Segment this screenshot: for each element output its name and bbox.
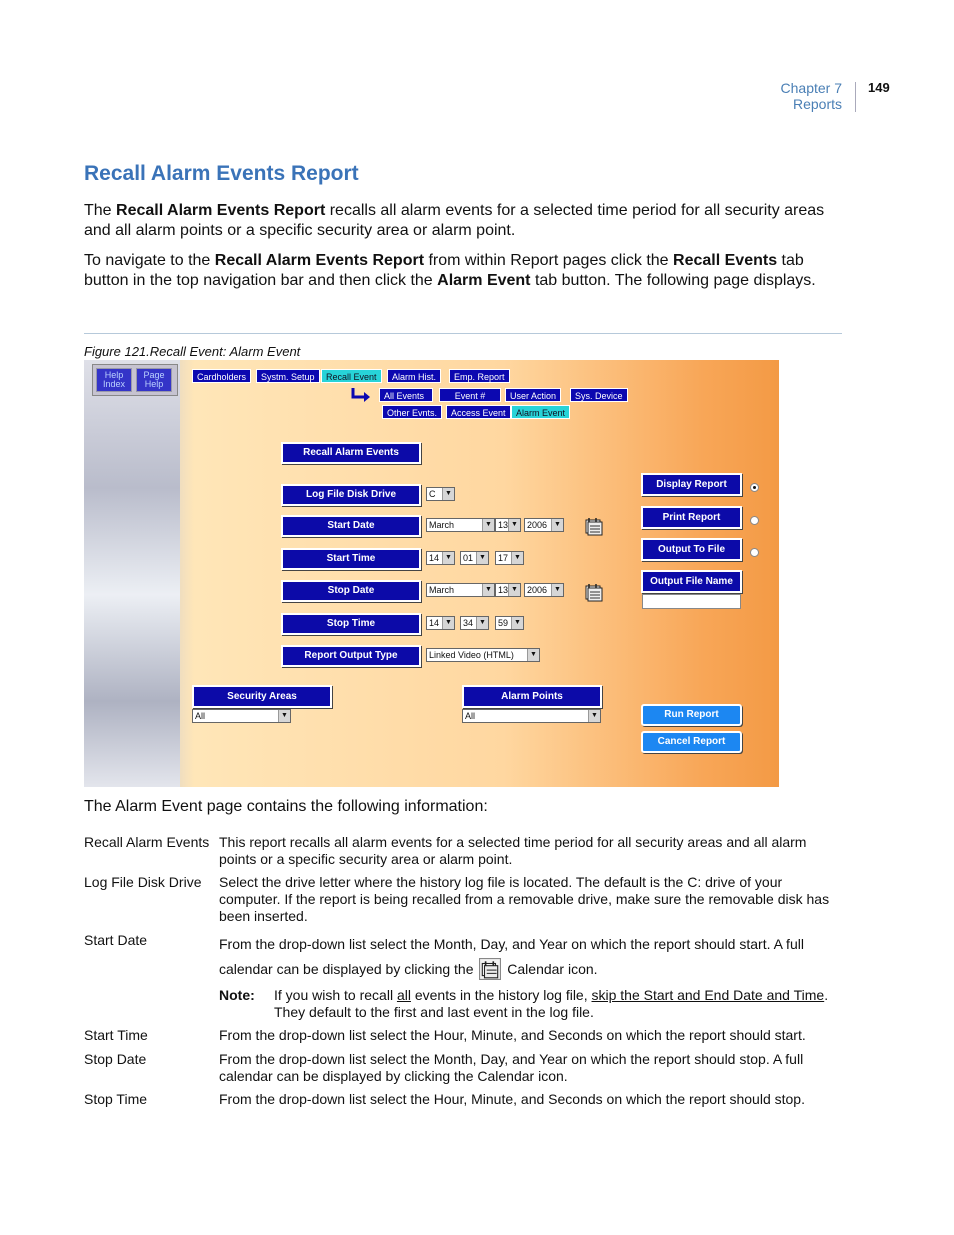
definition-desc: This report recalls all alarm events for a selected time period for all security areas and all alarm points or a specific security area or alarm point. bbox=[219, 834, 807, 867]
start-date-label: Start Date bbox=[281, 515, 421, 537]
skip-dates-link[interactable]: skip the Start and End Date and Time bbox=[591, 987, 825, 1003]
help-index-button[interactable]: Help Index bbox=[96, 368, 132, 392]
print-report-button[interactable]: Print Report bbox=[641, 506, 742, 529]
definition-desc: From the drop-down list select the Month, Day, and Year on which the report should start. A full calendar can be displayed by clicking the Calendar icon. bbox=[219, 932, 844, 982]
chevron-down-icon: ▼ bbox=[511, 552, 523, 564]
output-type-select[interactable]: Linked Video (HTML) ▼ bbox=[426, 648, 540, 662]
stop-time-label: Stop Time bbox=[281, 613, 421, 635]
log-drive-select[interactable]: C ▼ bbox=[426, 487, 455, 501]
section-title: Recall Alarm Events Report bbox=[84, 162, 359, 185]
chevron-down-icon: ▼ bbox=[482, 584, 494, 596]
report-output-type-label: Report Output Type bbox=[281, 645, 421, 667]
stop-minute-select[interactable]: 34 ▼ bbox=[460, 616, 489, 630]
start-second-select[interactable]: 17 ▼ bbox=[495, 551, 524, 565]
intro-paragraph-1: The Recall Alarm Events Report recalls all alarm events for a selected time period for all security areas and all alarm points or a specific security area or alarm point. bbox=[84, 202, 825, 239]
page-help-button[interactable]: Page Help bbox=[136, 368, 172, 392]
tab-all-events[interactable]: All Events bbox=[379, 388, 433, 402]
chevron-down-icon: ▼ bbox=[588, 710, 600, 722]
start-calendar-icon[interactable] bbox=[584, 516, 604, 536]
stop-calendar-icon[interactable] bbox=[584, 582, 604, 602]
start-minute-select[interactable]: 01 ▼ bbox=[460, 551, 489, 565]
running-header bbox=[781, 80, 842, 112]
chevron-down-icon: ▼ bbox=[278, 710, 290, 722]
alarm-event-screenshot bbox=[84, 360, 779, 787]
definition-term: Stop Date bbox=[84, 1051, 147, 1067]
display-report-radio[interactable] bbox=[750, 483, 759, 492]
section-label: Reports bbox=[792, 96, 842, 112]
start-year-select[interactable]: 2006 ▼ bbox=[524, 518, 564, 532]
tab-recall-event[interactable]: Recall Event bbox=[321, 369, 382, 383]
chevron-down-icon: ▼ bbox=[442, 488, 454, 500]
stop-hour-select[interactable]: 14 ▼ bbox=[426, 616, 455, 630]
alarm-points-select[interactable]: All ▼ bbox=[462, 709, 601, 723]
chevron-down-icon: ▼ bbox=[508, 519, 520, 531]
print-report-radio[interactable] bbox=[750, 516, 759, 525]
after-figure-text: The Alarm Event page contains the following information: bbox=[84, 798, 488, 815]
definition-desc: From the drop-down list select the Month, Day, and Year on which the report should stop. A full calendar can be displayed by clicking the Calendar icon. bbox=[219, 1051, 804, 1084]
chevron-down-icon: ▼ bbox=[442, 617, 454, 629]
security-areas-label: Security Areas bbox=[192, 685, 332, 708]
definition-desc: From the drop-down list select the Hour, Minute, and Seconds on which the report should stop. bbox=[219, 1091, 805, 1107]
note-label: Note: bbox=[219, 987, 255, 1003]
log-file-disk-drive-label: Log File Disk Drive bbox=[281, 484, 421, 506]
tab-user-action[interactable]: User Action bbox=[505, 388, 561, 402]
intro-paragraph-2: To navigate to the Recall Alarm Events Report from within Report pages click the Recall Events tab button in the top navigation bar and then click the Alarm Event tab button. The following page displays. bbox=[84, 252, 816, 289]
note-text: If you wish to recall all events in the history log file, skip the Start and End Date and Time. They default to the first and last event in the log file. bbox=[274, 987, 829, 1020]
start-hour-select[interactable]: 14 ▼ bbox=[426, 551, 455, 565]
tab-cardholders[interactable]: Cardholders bbox=[192, 369, 251, 383]
output-file-name-input[interactable] bbox=[642, 594, 741, 609]
figure-caption: Figure 121.Recall Event: Alarm Event bbox=[84, 344, 301, 359]
return-arrow-icon[interactable] bbox=[350, 386, 372, 402]
chevron-down-icon: ▼ bbox=[476, 617, 488, 629]
stop-second-select[interactable]: 59 ▼ bbox=[495, 616, 524, 630]
left-decorative-band bbox=[84, 360, 180, 787]
display-report-button[interactable]: Display Report bbox=[641, 473, 742, 496]
tab-alarm-hist[interactable]: Alarm Hist. bbox=[387, 369, 441, 383]
definition-desc: Select the drive letter where the history log file is located. The default is the C: drive of your computer. If the report is being recalled from a removable drive, make sure the removable disk has been inserted. bbox=[219, 874, 830, 924]
output-to-file-button[interactable]: Output To File bbox=[641, 538, 742, 561]
chevron-down-icon: ▼ bbox=[508, 584, 520, 596]
cancel-report-button[interactable]: Cancel Report bbox=[641, 731, 742, 753]
tab-event-number[interactable]: Event # bbox=[439, 388, 501, 402]
stop-year-select[interactable]: 2006 ▼ bbox=[524, 583, 564, 597]
tab-other-events[interactable]: Other Evnts. bbox=[382, 405, 442, 419]
chevron-down-icon: ▼ bbox=[527, 649, 539, 661]
alarm-points-label: Alarm Points bbox=[462, 685, 602, 708]
stop-day-select[interactable]: 13 ▼ bbox=[495, 583, 521, 597]
definition-term: Recall Alarm Events bbox=[84, 834, 210, 850]
page-number: 149 bbox=[868, 80, 890, 95]
figure-divider bbox=[84, 333, 842, 334]
tab-emp-report[interactable]: Emp. Report bbox=[449, 369, 510, 383]
chevron-down-icon: ▼ bbox=[551, 519, 563, 531]
chevron-down-icon: ▼ bbox=[551, 584, 563, 596]
tab-access-event[interactable]: Access Event bbox=[446, 405, 511, 419]
chapter-label: Chapter 7 bbox=[780, 80, 842, 96]
output-file-name-label: Output File Name bbox=[641, 570, 742, 593]
stop-date-label: Stop Date bbox=[281, 580, 421, 602]
start-month-select[interactable]: March ▼ bbox=[426, 518, 495, 532]
chevron-down-icon: ▼ bbox=[476, 552, 488, 564]
header-divider bbox=[855, 82, 856, 112]
output-to-file-radio[interactable] bbox=[750, 548, 759, 557]
stop-month-select[interactable]: March ▼ bbox=[426, 583, 495, 597]
definition-term: Log File Disk Drive bbox=[84, 874, 202, 890]
tab-sys-device[interactable]: Sys. Device bbox=[570, 388, 628, 402]
chevron-down-icon: ▼ bbox=[442, 552, 454, 564]
start-day-select[interactable]: 13 ▼ bbox=[495, 518, 521, 532]
security-areas-select[interactable]: All ▼ bbox=[192, 709, 291, 723]
definition-term: Start Time bbox=[84, 1027, 148, 1043]
calendar-icon bbox=[479, 958, 501, 980]
tab-alarm-event[interactable]: Alarm Event bbox=[511, 405, 570, 419]
run-report-button[interactable]: Run Report bbox=[641, 704, 742, 726]
help-box bbox=[92, 364, 178, 396]
recall-alarm-events-button[interactable]: Recall Alarm Events bbox=[281, 442, 421, 464]
chevron-down-icon: ▼ bbox=[482, 519, 494, 531]
tab-system-setup[interactable]: Systm. Setup bbox=[256, 369, 320, 383]
definition-desc: From the drop-down list select the Hour, Minute, and Seconds on which the report should start. bbox=[219, 1027, 806, 1043]
start-time-label: Start Time bbox=[281, 548, 421, 570]
definition-term: Stop Time bbox=[84, 1091, 148, 1107]
definition-term: Start Date bbox=[84, 932, 148, 948]
chevron-down-icon: ▼ bbox=[511, 617, 523, 629]
